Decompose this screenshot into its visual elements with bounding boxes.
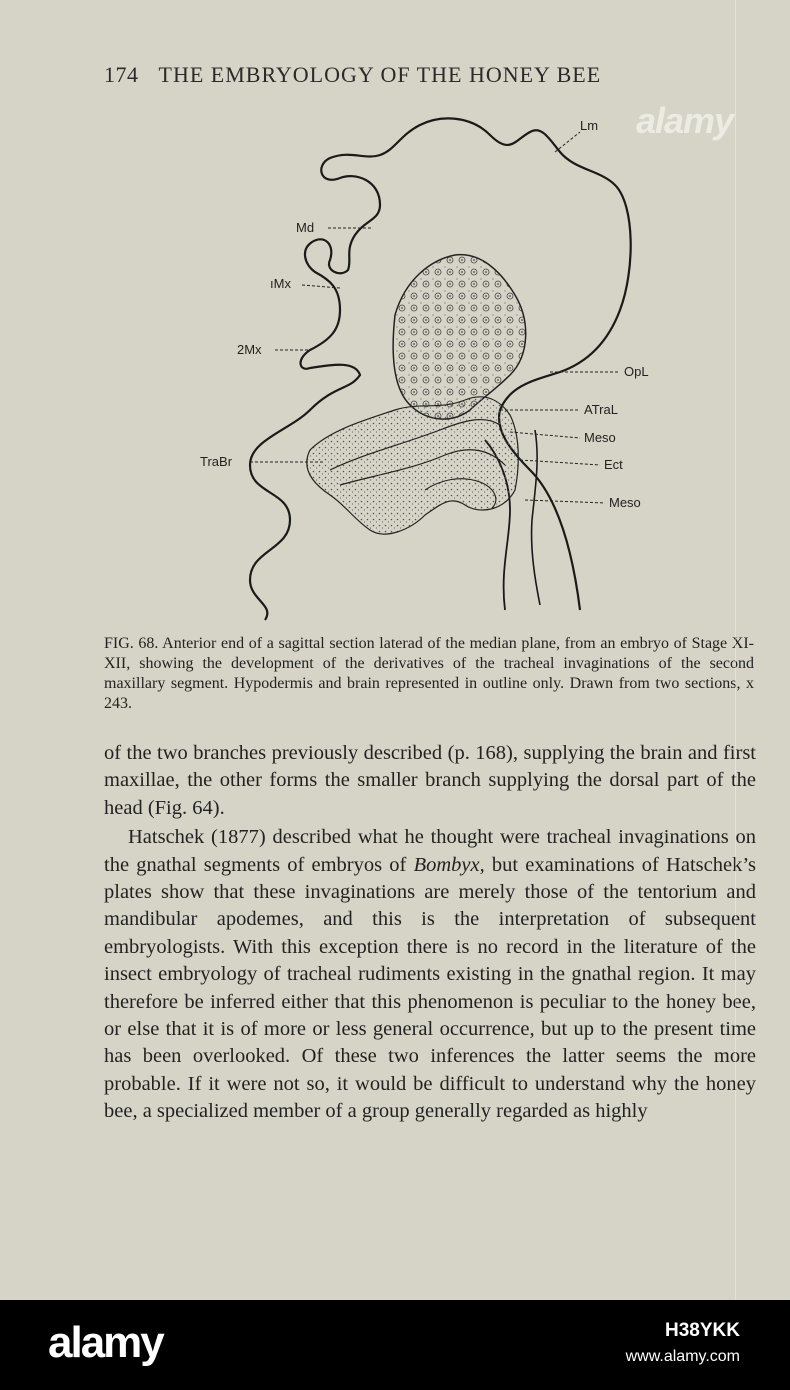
label-opl: OpL — [624, 364, 649, 379]
label-md: Md — [296, 220, 315, 235]
label-meso-lower: Meso — [609, 495, 641, 510]
brain-mass — [393, 255, 526, 419]
label-atral: ATraL — [584, 402, 618, 417]
figure-caption: FIG. 68. Anterior end of a sagittal section laterad of the median plane, from an embryo of Stage XI-XII, showing the development of the derivatives of the tracheal invaginations of the second maxillary segment. Hypodermis and brain represented in outline only. Drawn from two sections, x 243. — [104, 635, 754, 712]
body-text — [104, 740, 756, 1126]
label-meso-upper: Meso — [584, 430, 616, 445]
footer-url: www.alamy.com — [625, 1348, 740, 1365]
running-title: THE EMBRYOLOGY OF THE HONEY BEE — [158, 62, 602, 87]
embryo-section-figure — [180, 110, 680, 630]
paragraph-1: of the two branches previously described (p. 168), supplying the brain and first maxillae, the other forms the smaller branch supplying the dorsal part of the head (Fig. 64). — [104, 742, 756, 819]
page-number: 174 — [104, 62, 139, 87]
label-2mx: 2Mx — [237, 342, 262, 357]
running-head — [104, 62, 601, 88]
label-lm: Lm — [580, 118, 599, 133]
label-trabr: TraBr — [200, 454, 233, 469]
label-1mx: ıMx — [270, 276, 291, 291]
alamy-logo: alamy — [48, 1318, 163, 1367]
paragraph-2: Hatschek (1877) described what he thought were tracheal invaginations on the gnathal segments of embryos of Bombyx, but examinations of Hatschek’s plates show that these invaginations are merely those of the tentorium and mandibular apodemes, and this is the interpretation of subsequent embryologists. With this exception there is no record in the literature of the insect embryology of tracheal rudiments existing in the gnathal region. It may therefore be inferred either that this phenomenon is peculiar to the honey bee, or else that it is of more or less general occurrence, but up to the present time has been overlooked. Of these two inferences the latter seems the more probable. If it were not so, it would be difficult to understand why the honey bee, a specialized member of a group generally regarded as highly — [104, 826, 756, 1123]
inner-mesoderm-line — [532, 430, 540, 605]
label-ect: Ect — [604, 457, 623, 472]
stock-footer — [0, 1300, 790, 1390]
watermark-logo: alamy — [636, 100, 734, 141]
image-id: H38YKK — [665, 1320, 740, 1341]
species-name: Bombyx, — [413, 853, 485, 876]
page-edge-line — [735, 0, 736, 1300]
